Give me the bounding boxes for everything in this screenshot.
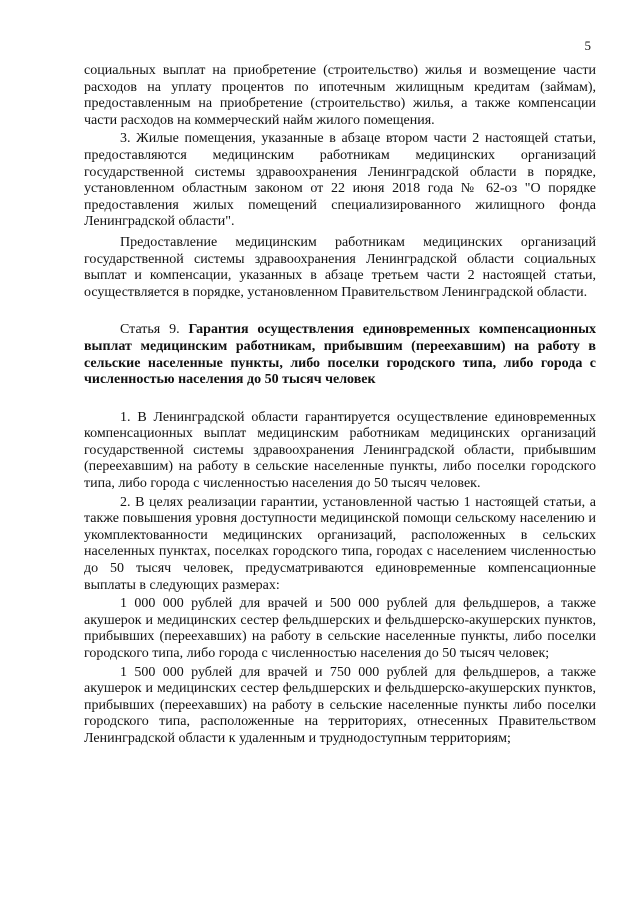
paragraph-payment-1-5m: 1 500 000 рублей для врачей и 750 000 рублей для фельдшеров, а также акушерок и медицинских сестер фельдшерских и фельдшерско-акушерских пунктов, прибывших (переехавших) на работу в сельские населенные пункты либо поселки городского типа, расположенные на территориях, отнесенных Правительством Ленинградской области к удаленным и труднодоступным территориям; (84, 664, 596, 746)
article-heading: Гарантия осуществления единовременных компенсационных выплат медицинским работникам, прибывшим (переехавшим) на работу в сельские населенные пункты, либо поселки городского типа, либо города с численностью населения до 50 тысяч человек (84, 322, 596, 388)
paragraph-provision: Предоставление медицинским работникам медицинских организаций государственной системы здравоохранения Ленинградской области социальных выплат и компенсации, указанных в абзаце третьем части 2 настоящей статьи, осуществляется в порядке, установленном Правительством Ленинградской области. (84, 234, 596, 300)
paragraph-part-3: 3. Жилые помещения, указанные в абзаце втором части 2 настоящей статьи, предоставляются медицинским работникам медицинских организаций государственной системы здравоохранения Ленинградской области в порядке, установленном областным законом от 22 июня 2018 года № 62-оз "О порядке предоставления жилых помещений специализированного жилищного фонда Ленинградской области". (84, 131, 596, 230)
paragraph-part-2: 2. В целях реализации гарантии, установленной частью 1 настоящей статьи, а также повышения уровня доступности медицинской помощи сельскому населению и укомплектованности медицинских организаций, расположенных в сельских населенных пунктах, поселках городского типа, городах с населением численностью до 50 тысяч человек, предусматриваются единовременные компенсационные выплаты в следующих размерах: (84, 494, 596, 593)
paragraph-part-1: 1. В Ленинградской области гарантируется осуществление единовременных компенсационных выплат медицинским работникам медицинских организаций государственной системы здравоохранения Ленинградской области, прибывшим (переехавшим) на работу в сельские населенные пункты, либо поселки городского типа, либо города с численностью населения до 50 тысяч человек. (84, 409, 596, 492)
paragraph-payment-1m: 1 000 000 рублей для врачей и 500 000 рублей для фельдшеров, а также акушерок и медицинских сестер фельдшерских и фельдшерско-акушерских пунктов, прибывших (переехавших) на работу в сельские населенные пункты, либо поселки городского типа, либо города с численностью населения до 50 тысяч человек; (84, 596, 596, 661)
document-body (84, 63, 596, 748)
paragraph-continuation: социальных выплат на приобретение (строительство) жилья и возмещение части расходов на уплату процентов по ипотечным жилищным кредитам (займам), предоставленным на приобретение (строительство) жилья, а также компенсации части расходов на коммерческий найм жилого помещения. (84, 63, 596, 128)
page-number: 5 (584, 38, 591, 53)
article-label: Статья 9. (120, 322, 180, 338)
article-9-title (84, 322, 596, 388)
